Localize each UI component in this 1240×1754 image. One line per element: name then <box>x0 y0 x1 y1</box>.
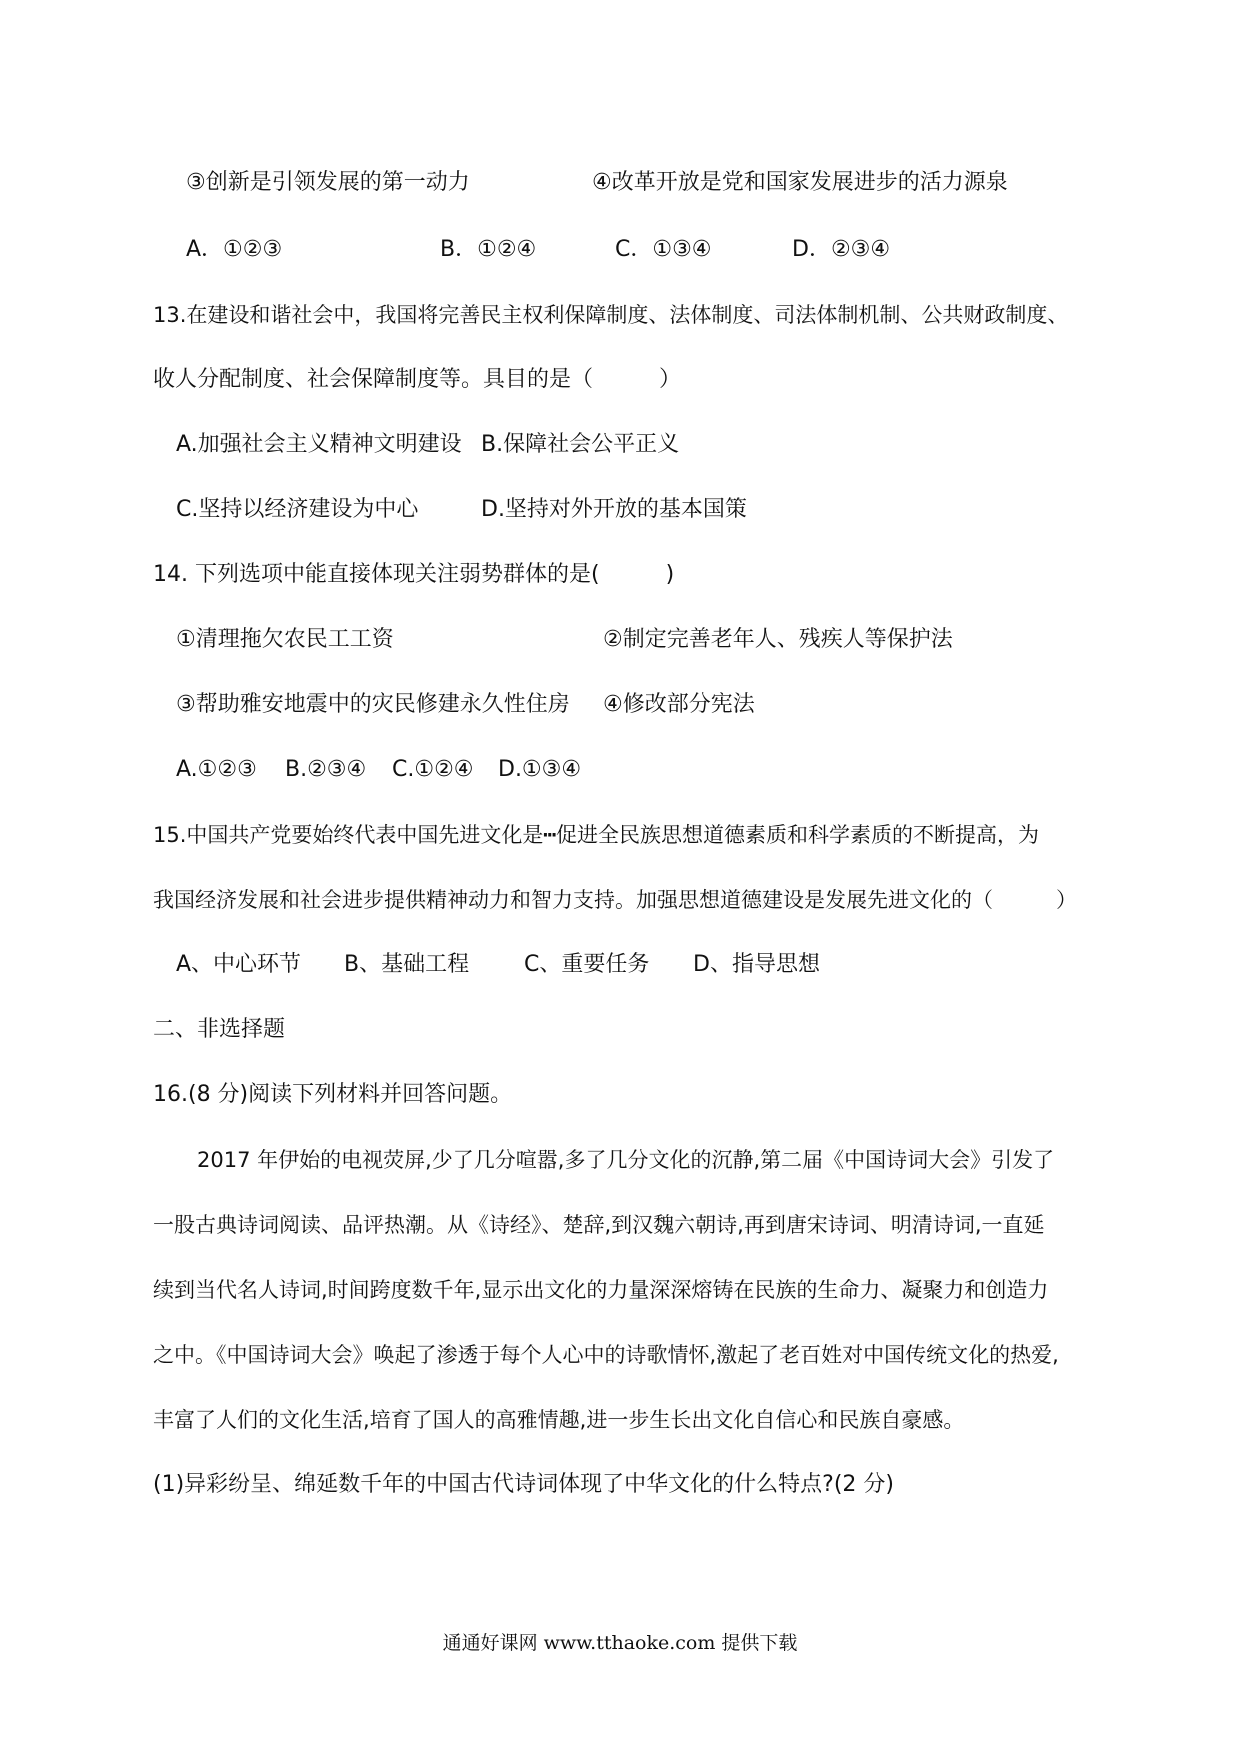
q13-choice-c: C.坚持以经济建设为中心 <box>176 497 419 522</box>
q15-choice-a: A、中心环节 <box>176 952 302 977</box>
q14-option-4: ④修改部分宪法 <box>603 692 755 717</box>
q14-choice-a: A.①②③ <box>176 757 257 782</box>
q13-choice-a: A.加强社会主义精神文明建设 <box>176 432 462 457</box>
q14-option-3: ③帮助雅安地震中的灾民修建永久性住房 <box>176 692 570 717</box>
q16-paragraph-line-4: 之中。《中国诗词大会》唤起了渗透于每个人心中的诗歌情怀,激起了老百姓对中国传统文化的热爱, <box>153 1343 1059 1367</box>
q13-stem-line-1: 13.在建设和谐社会中，我国将完善民主权利保障制度、法体制度、司法体制机制、公共财政制度、 <box>153 303 1069 327</box>
section-heading: 二、非选择题 <box>153 1017 286 1042</box>
q14-option-2: ②制定完善老年人、残疾人等保护法 <box>603 627 953 652</box>
q16-paragraph-line-3: 续到当代名人诗词,时间跨度数千年,显示出文化的力量深深熔铸在民族的生命力、凝聚力和创造力 <box>153 1278 1049 1302</box>
q13-choice-b: B.保障社会公平正义 <box>481 432 680 457</box>
q16-paragraph-line-1: 2017 年伊始的电视荧屏,少了几分喧嚣,多了几分文化的沉静,第二届《中国诗词大会》引发了 <box>197 1148 1055 1172</box>
q12-option-3: ③创新是引领发展的第一动力 <box>186 170 470 195</box>
q12-choice-c: C．①③④ <box>615 237 712 262</box>
q12-choice-d: D．②③④ <box>792 237 891 262</box>
q12-option-4: ④改革开放是党和国家发展进步的活力源泉 <box>592 170 1008 195</box>
q12-choice-a: A．①②③ <box>186 237 283 262</box>
page-footer: 通通好课网 www.tthaoke.com 提供下载 <box>442 1632 798 1654</box>
q15-stem-line-2: 我国经济发展和社会进步提供精神动力和智力支持。加强思想道德建设是发展先进文化的（ ） <box>153 888 1077 912</box>
q15-stem-line-1: 15.中国共产党要始终代表中国先进文化是┅促进全民族思想道德素质和科学素质的不断提高，为 <box>153 823 1040 847</box>
q13-stem-line-2: 收人分配制度、社会保障制度等。具目的是（ ） <box>153 367 682 392</box>
q14-choice-d: D.①③④ <box>498 757 582 782</box>
q16-paragraph-line-5: 丰富了人们的文化生活,培育了国人的高雅情趣,进一步生长出文化自信心和民族自豪感。 <box>153 1408 965 1432</box>
q15-choice-b: B、基础工程 <box>344 952 470 977</box>
q15-choice-d: D、指导思想 <box>693 952 820 977</box>
q14-stem: 14. 下列选项中能直接体现关注弱势群体的是( ) <box>153 562 675 587</box>
q14-option-1: ①清理拖欠农民工工资 <box>176 627 394 652</box>
q13-choice-d: D.坚持对外开放的基本国策 <box>481 497 747 522</box>
q14-choice-b: B.②③④ <box>285 757 367 782</box>
q12-choice-b: B．①②④ <box>440 237 537 262</box>
q15-choice-c: C、重要任务 <box>524 952 650 977</box>
q16-paragraph-line-2: 一股古典诗词阅读、品评热潮。从《诗经》、楚辞,到汉魏六朝诗,再到唐宋诗词、明清诗词,一直延 <box>153 1213 1045 1237</box>
q14-choice-c: C.①②④ <box>392 757 474 782</box>
q16-subquestion-1: (1)异彩纷呈、绵延数千年的中国古代诗词体现了中华文化的什么特点?(2 分) <box>153 1472 894 1497</box>
q16-stem: 16.(8 分)阅读下列材料并回答问题。 <box>153 1082 513 1107</box>
